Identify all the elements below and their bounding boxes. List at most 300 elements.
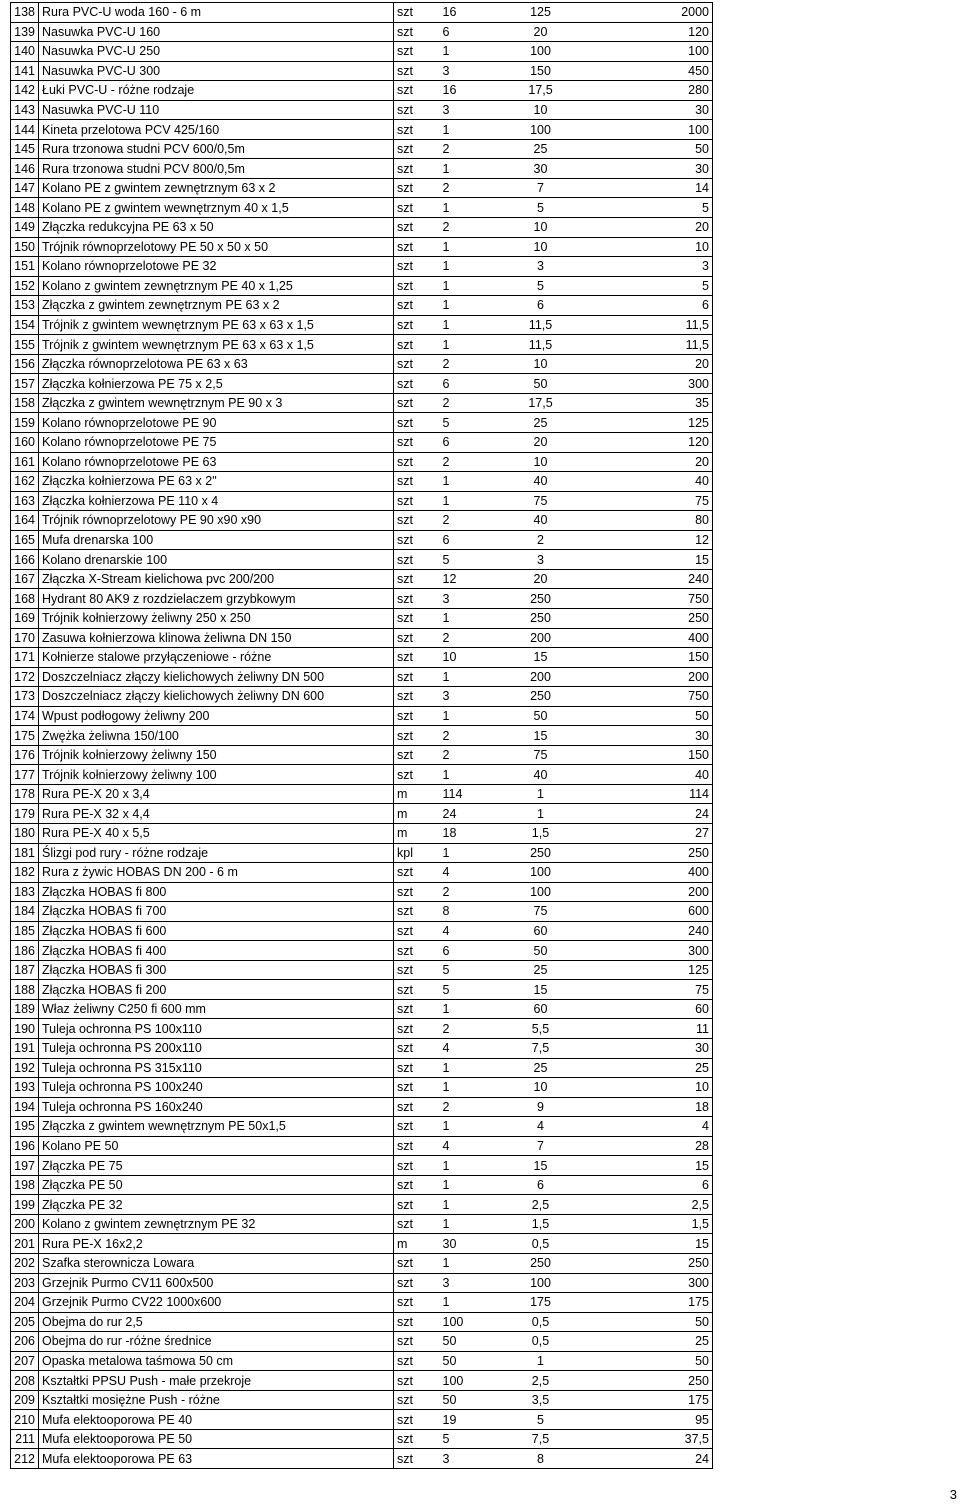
item-number: 155 <box>11 335 39 355</box>
item-number: 208 <box>11 1371 39 1391</box>
item-number: 194 <box>11 1097 39 1117</box>
item-unit: szt <box>394 569 440 589</box>
item-number: 178 <box>11 784 39 804</box>
item-unit: szt <box>394 1293 440 1313</box>
item-unit-price: 100 <box>500 863 582 883</box>
item-name: Kołnierze stalowe przyłączeniowe - różne <box>39 648 394 668</box>
item-number: 145 <box>11 139 39 159</box>
table-row <box>11 1136 713 1156</box>
item-quantity: 6 <box>440 530 500 550</box>
item-unit-price: 125 <box>500 3 582 23</box>
item-value: 75 <box>582 980 713 1000</box>
item-unit: szt <box>394 1078 440 1098</box>
item-number: 153 <box>11 296 39 316</box>
item-name: Kineta przelotowa PCV 425/160 <box>39 120 394 140</box>
table-row <box>11 491 713 511</box>
item-value: 4 <box>582 1117 713 1137</box>
item-unit: szt <box>394 1214 440 1234</box>
table-row <box>11 1156 713 1176</box>
item-quantity: 3 <box>440 687 500 707</box>
item-quantity: 1 <box>440 159 500 179</box>
item-unit: m <box>394 823 440 843</box>
item-quantity: 1 <box>440 472 500 492</box>
item-value: 175 <box>582 1390 713 1410</box>
table-row <box>11 452 713 472</box>
table-row <box>11 178 713 198</box>
item-number: 160 <box>11 433 39 453</box>
item-quantity: 50 <box>440 1332 500 1352</box>
item-unit: szt <box>394 452 440 472</box>
item-quantity: 16 <box>440 81 500 101</box>
item-value: 280 <box>582 81 713 101</box>
item-name: Tuleja ochronna PS 160x240 <box>39 1097 394 1117</box>
item-number: 193 <box>11 1078 39 1098</box>
table-row <box>11 159 713 179</box>
item-value: 750 <box>582 589 713 609</box>
table-row <box>11 941 713 961</box>
item-quantity: 5 <box>440 550 500 570</box>
item-unit: szt <box>394 491 440 511</box>
item-value: 240 <box>582 569 713 589</box>
item-name: Kolano równoprzelotowe PE 63 <box>39 452 394 472</box>
item-quantity: 2 <box>440 393 500 413</box>
item-name: Złączka równoprzelotowa PE 63 x 63 <box>39 354 394 374</box>
item-unit: szt <box>394 1038 440 1058</box>
item-unit-price: 2 <box>500 530 582 550</box>
item-unit-price: 1,5 <box>500 823 582 843</box>
item-value: 240 <box>582 921 713 941</box>
table-row <box>11 1019 713 1039</box>
item-quantity: 100 <box>440 1371 500 1391</box>
item-value: 3 <box>582 257 713 277</box>
item-name: Złączka z gwintem wewnętrznym PE 50x1,5 <box>39 1117 394 1137</box>
item-number: 183 <box>11 882 39 902</box>
item-number: 200 <box>11 1214 39 1234</box>
item-name: Obejma do rur 2,5 <box>39 1312 394 1332</box>
item-value: 200 <box>582 667 713 687</box>
item-unit: szt <box>394 1195 440 1215</box>
item-number: 187 <box>11 960 39 980</box>
item-unit-price: 20 <box>500 22 582 42</box>
item-value: 80 <box>582 511 713 531</box>
item-number: 163 <box>11 491 39 511</box>
item-number: 191 <box>11 1038 39 1058</box>
item-value: 37,5 <box>582 1429 713 1449</box>
item-number: 143 <box>11 100 39 120</box>
item-unit-price: 250 <box>500 843 582 863</box>
item-unit: szt <box>394 765 440 785</box>
item-quantity: 2 <box>440 1019 500 1039</box>
item-number: 176 <box>11 745 39 765</box>
item-number: 180 <box>11 823 39 843</box>
item-number: 150 <box>11 237 39 257</box>
item-value: 50 <box>582 1351 713 1371</box>
item-quantity: 8 <box>440 902 500 922</box>
item-unit: szt <box>394 354 440 374</box>
item-unit-price: 10 <box>500 452 582 472</box>
item-name: Trójnik kołnierzowy żeliwny 150 <box>39 745 394 765</box>
item-unit: szt <box>394 1410 440 1430</box>
item-value: 50 <box>582 139 713 159</box>
item-unit: szt <box>394 335 440 355</box>
item-quantity: 6 <box>440 941 500 961</box>
item-unit: szt <box>394 276 440 296</box>
table-row <box>11 726 713 746</box>
item-name: Kolano PE z gwintem zewnętrznym 63 x 2 <box>39 178 394 198</box>
item-quantity: 1 <box>440 999 500 1019</box>
item-unit-price: 11,5 <box>500 315 582 335</box>
item-unit: m <box>394 804 440 824</box>
item-quantity: 1 <box>440 1117 500 1137</box>
item-number: 144 <box>11 120 39 140</box>
item-unit-price: 250 <box>500 1254 582 1274</box>
item-name: Mufa elektooporowa PE 40 <box>39 1410 394 1430</box>
item-value: 12 <box>582 530 713 550</box>
table-row <box>11 198 713 218</box>
item-number: 151 <box>11 257 39 277</box>
item-name: Mufa elektooporowa PE 50 <box>39 1429 394 1449</box>
item-name: Właz żeliwny C250 fi 600 mm <box>39 999 394 1019</box>
item-name: Nasuwka PVC-U 110 <box>39 100 394 120</box>
item-number: 175 <box>11 726 39 746</box>
item-name: Mufa elektooporowa PE 63 <box>39 1449 394 1469</box>
item-name: Kształtki mosiężne Push - różne <box>39 1390 394 1410</box>
table-row <box>11 1254 713 1274</box>
item-unit-price: 25 <box>500 960 582 980</box>
item-number: 170 <box>11 628 39 648</box>
item-unit-price: 200 <box>500 667 582 687</box>
item-quantity: 30 <box>440 1234 500 1254</box>
item-number: 189 <box>11 999 39 1019</box>
table-row <box>11 1332 713 1352</box>
item-unit: szt <box>394 530 440 550</box>
item-quantity: 50 <box>440 1390 500 1410</box>
item-number: 140 <box>11 42 39 62</box>
item-value: 600 <box>582 902 713 922</box>
item-unit-price: 7 <box>500 178 582 198</box>
table-row <box>11 1038 713 1058</box>
item-number: 190 <box>11 1019 39 1039</box>
item-number: 184 <box>11 902 39 922</box>
item-unit-price: 4 <box>500 1117 582 1137</box>
item-name: Złączka PE 32 <box>39 1195 394 1215</box>
item-unit-price: 50 <box>500 941 582 961</box>
item-unit: szt <box>394 589 440 609</box>
item-unit-price: 5 <box>500 1410 582 1430</box>
item-name: Kolano równoprzelotowe PE 75 <box>39 433 394 453</box>
item-unit: szt <box>394 608 440 628</box>
item-name: Złączka HOBAS fi 800 <box>39 882 394 902</box>
item-unit-price: 20 <box>500 569 582 589</box>
item-number: 166 <box>11 550 39 570</box>
item-quantity: 1 <box>440 1175 500 1195</box>
item-name: Tuleja ochronna PS 100x110 <box>39 1019 394 1039</box>
item-unit-price: 250 <box>500 589 582 609</box>
item-value: 30 <box>582 1038 713 1058</box>
item-name: Kolano drenarskie 100 <box>39 550 394 570</box>
item-unit: szt <box>394 999 440 1019</box>
item-number: 206 <box>11 1332 39 1352</box>
item-name: Wpust podłogowy żeliwny 200 <box>39 706 394 726</box>
item-unit-price: 1 <box>500 784 582 804</box>
item-value: 250 <box>582 1371 713 1391</box>
item-unit-price: 1 <box>500 1351 582 1371</box>
item-value: 18 <box>582 1097 713 1117</box>
table-row <box>11 589 713 609</box>
item-name: Doszczelniacz złączy kielichowych żeliwny DN 500 <box>39 667 394 687</box>
item-unit-price: 250 <box>500 687 582 707</box>
item-number: 179 <box>11 804 39 824</box>
item-unit: szt <box>394 706 440 726</box>
item-value: 28 <box>582 1136 713 1156</box>
item-unit-price: 250 <box>500 608 582 628</box>
item-unit: szt <box>394 315 440 335</box>
item-quantity: 1 <box>440 1078 500 1098</box>
table-row <box>11 628 713 648</box>
item-number: 162 <box>11 472 39 492</box>
table-row <box>11 1293 713 1313</box>
item-unit: szt <box>394 667 440 687</box>
item-unit-price: 30 <box>500 159 582 179</box>
item-quantity: 1 <box>440 296 500 316</box>
item-unit-price: 6 <box>500 1175 582 1195</box>
item-unit: szt <box>394 257 440 277</box>
item-unit-price: 50 <box>500 374 582 394</box>
item-number: 142 <box>11 81 39 101</box>
item-quantity: 50 <box>440 1351 500 1371</box>
item-value: 40 <box>582 472 713 492</box>
item-unit-price: 200 <box>500 628 582 648</box>
item-number: 203 <box>11 1273 39 1293</box>
item-quantity: 4 <box>440 921 500 941</box>
item-unit: szt <box>394 648 440 668</box>
table-row <box>11 1078 713 1098</box>
item-number: 141 <box>11 61 39 81</box>
item-number: 146 <box>11 159 39 179</box>
item-unit-price: 10 <box>500 237 582 257</box>
item-unit-price: 7,5 <box>500 1038 582 1058</box>
item-number: 164 <box>11 511 39 531</box>
item-unit-price: 75 <box>500 491 582 511</box>
table-row <box>11 999 713 1019</box>
item-value: 20 <box>582 452 713 472</box>
item-unit-price: 60 <box>500 921 582 941</box>
item-name: Tuleja ochronna PS 315x110 <box>39 1058 394 1078</box>
item-quantity: 1 <box>440 198 500 218</box>
item-quantity: 2 <box>440 628 500 648</box>
item-value: 2000 <box>582 3 713 23</box>
item-unit-price: 2,5 <box>500 1371 582 1391</box>
table-row <box>11 472 713 492</box>
table-row <box>11 393 713 413</box>
table-row <box>11 843 713 863</box>
item-name: Rura trzonowa studni PCV 600/0,5m <box>39 139 394 159</box>
item-value: 20 <box>582 218 713 238</box>
item-number: 154 <box>11 315 39 335</box>
item-quantity: 2 <box>440 218 500 238</box>
item-name: Złączka z gwintem wewnętrznym PE 90 x 3 <box>39 393 394 413</box>
item-number: 159 <box>11 413 39 433</box>
item-number: 195 <box>11 1117 39 1137</box>
table-row <box>11 745 713 765</box>
item-value: 20 <box>582 354 713 374</box>
item-unit: szt <box>394 921 440 941</box>
table-row <box>11 100 713 120</box>
table-row <box>11 1371 713 1391</box>
table-row <box>11 374 713 394</box>
item-value: 120 <box>582 433 713 453</box>
item-unit: szt <box>394 237 440 257</box>
item-quantity: 18 <box>440 823 500 843</box>
item-number: 202 <box>11 1254 39 1274</box>
item-quantity: 3 <box>440 1273 500 1293</box>
item-number: 152 <box>11 276 39 296</box>
item-value: 10 <box>582 237 713 257</box>
item-value: 95 <box>582 1410 713 1430</box>
item-name: Złączka kołnierzowa PE 75 x 2,5 <box>39 374 394 394</box>
item-name: Kształtki PPSU Push - małe przekroje <box>39 1371 394 1391</box>
item-unit: szt <box>394 687 440 707</box>
item-name: Trójnik kołnierzowy żeliwny 100 <box>39 765 394 785</box>
item-quantity: 6 <box>440 22 500 42</box>
item-quantity: 2 <box>440 1097 500 1117</box>
item-unit-price: 7,5 <box>500 1429 582 1449</box>
item-unit-price: 0,5 <box>500 1312 582 1332</box>
item-quantity: 2 <box>440 511 500 531</box>
item-name: Złączka PE 50 <box>39 1175 394 1195</box>
item-unit: szt <box>394 42 440 62</box>
item-unit: szt <box>394 374 440 394</box>
item-name: Łuki PVC-U - różne rodzaje <box>39 81 394 101</box>
item-unit: szt <box>394 61 440 81</box>
item-quantity: 2 <box>440 882 500 902</box>
item-unit-price: 25 <box>500 1058 582 1078</box>
item-unit-price: 25 <box>500 413 582 433</box>
item-value: 30 <box>582 159 713 179</box>
item-name: Szafka sterownicza Lowara <box>39 1254 394 1274</box>
item-name: Złączka HOBAS fi 300 <box>39 960 394 980</box>
item-unit: szt <box>394 1175 440 1195</box>
item-name: Kolano równoprzelotowe PE 90 <box>39 413 394 433</box>
table-row <box>11 1273 713 1293</box>
item-unit: szt <box>394 81 440 101</box>
item-name: Kolano PE z gwintem wewnętrznym 40 x 1,5 <box>39 198 394 218</box>
item-unit: szt <box>394 1351 440 1371</box>
item-quantity: 12 <box>440 569 500 589</box>
item-name: Nasuwka PVC-U 300 <box>39 61 394 81</box>
item-value: 125 <box>582 413 713 433</box>
item-quantity: 3 <box>440 100 500 120</box>
table-row <box>11 1390 713 1410</box>
item-name: Mufa drenarska 100 <box>39 530 394 550</box>
item-quantity: 2 <box>440 745 500 765</box>
table-row <box>11 1429 713 1449</box>
item-unit: szt <box>394 1273 440 1293</box>
item-unit-price: 10 <box>500 1078 582 1098</box>
item-quantity: 3 <box>440 1449 500 1469</box>
item-quantity: 1 <box>440 315 500 335</box>
item-unit: m <box>394 1234 440 1254</box>
item-value: 150 <box>582 745 713 765</box>
table-row <box>11 511 713 531</box>
item-number: 138 <box>11 3 39 23</box>
item-unit: szt <box>394 1136 440 1156</box>
table-row <box>11 687 713 707</box>
item-name: Kolano z gwintem zewnętrznym PE 32 <box>39 1214 394 1234</box>
table-row <box>11 960 713 980</box>
item-unit-price: 75 <box>500 902 582 922</box>
item-unit-price: 2,5 <box>500 1195 582 1215</box>
item-name: Złączka HOBAS fi 700 <box>39 902 394 922</box>
item-name: Zasuwa kołnierzowa klinowa żeliwna DN 150 <box>39 628 394 648</box>
item-name: Złączka HOBAS fi 400 <box>39 941 394 961</box>
item-number: 174 <box>11 706 39 726</box>
item-value: 5 <box>582 198 713 218</box>
item-unit-price: 20 <box>500 433 582 453</box>
item-name: Nasuwka PVC-U 250 <box>39 42 394 62</box>
item-value: 2,5 <box>582 1195 713 1215</box>
item-number: 207 <box>11 1351 39 1371</box>
table-row <box>11 22 713 42</box>
item-name: Obejma do rur -różne średnice <box>39 1332 394 1352</box>
item-number: 173 <box>11 687 39 707</box>
item-quantity: 1 <box>440 765 500 785</box>
items-table-body <box>11 3 713 1469</box>
item-value: 15 <box>582 1156 713 1176</box>
item-quantity: 1 <box>440 276 500 296</box>
item-value: 250 <box>582 1254 713 1274</box>
item-unit: szt <box>394 22 440 42</box>
item-number: 196 <box>11 1136 39 1156</box>
item-unit: szt <box>394 3 440 23</box>
table-row <box>11 980 713 1000</box>
item-name: Trójnik kołnierzowy żeliwny 250 x 250 <box>39 608 394 628</box>
table-row <box>11 315 713 335</box>
item-quantity: 114 <box>440 784 500 804</box>
item-unit-price: 6 <box>500 296 582 316</box>
item-number: 157 <box>11 374 39 394</box>
item-unit-price: 11,5 <box>500 335 582 355</box>
item-value: 15 <box>582 550 713 570</box>
table-row <box>11 413 713 433</box>
item-quantity: 1 <box>440 120 500 140</box>
item-quantity: 1 <box>440 42 500 62</box>
table-row <box>11 1097 713 1117</box>
item-value: 25 <box>582 1058 713 1078</box>
item-unit-price: 175 <box>500 1293 582 1313</box>
item-number: 149 <box>11 218 39 238</box>
item-number: 204 <box>11 1293 39 1313</box>
item-quantity: 5 <box>440 960 500 980</box>
item-value: 100 <box>582 42 713 62</box>
item-number: 181 <box>11 843 39 863</box>
item-unit-price: 3,5 <box>500 1390 582 1410</box>
item-name: Rura PE-X 40 x 5,5 <box>39 823 394 843</box>
item-quantity: 2 <box>440 178 500 198</box>
item-unit: szt <box>394 628 440 648</box>
table-row <box>11 296 713 316</box>
table-row <box>11 218 713 238</box>
item-unit-price: 0,5 <box>500 1332 582 1352</box>
item-unit-price: 100 <box>500 120 582 140</box>
item-number: 199 <box>11 1195 39 1215</box>
item-unit-price: 40 <box>500 511 582 531</box>
table-row <box>11 823 713 843</box>
item-quantity: 5 <box>440 1429 500 1449</box>
item-name: Złączka kołnierzowa PE 110 x 4 <box>39 491 394 511</box>
item-name: Złączka redukcyjna PE 63 x 50 <box>39 218 394 238</box>
item-unit-price: 40 <box>500 472 582 492</box>
